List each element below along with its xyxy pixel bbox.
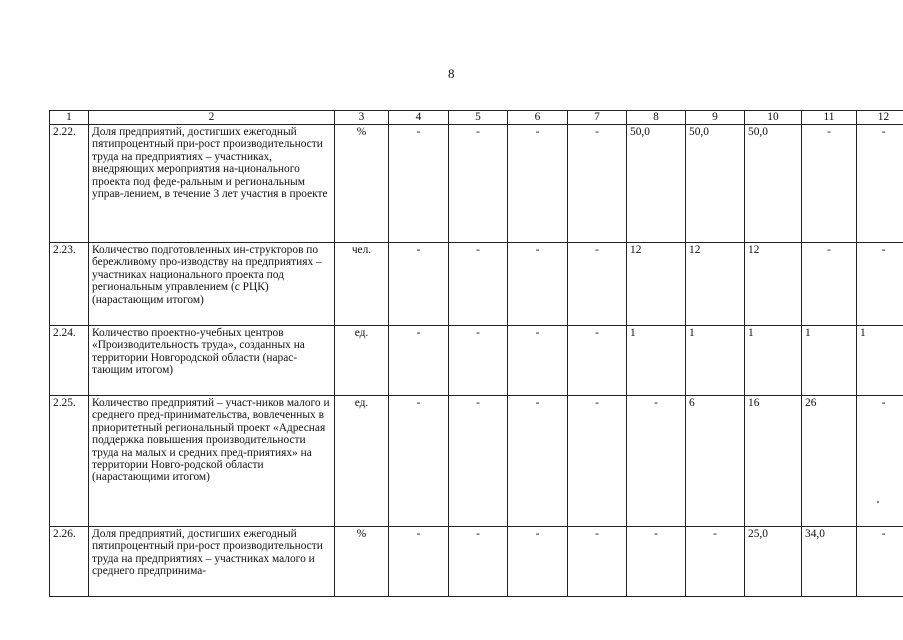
value-cell: 12 — [686, 243, 745, 326]
value-cell: - — [389, 125, 449, 243]
indicators-table — [49, 110, 903, 597]
value-cell: - — [627, 527, 686, 597]
column-header: 4 — [389, 111, 449, 125]
value-cell: 12 — [745, 243, 802, 326]
value-cell: - — [449, 326, 508, 396]
value-cell: - — [389, 527, 449, 597]
value-cell: 26 — [802, 396, 857, 527]
value-cell: - — [568, 326, 627, 396]
value-cell: 1 — [627, 326, 686, 396]
page-number: 8 — [448, 66, 455, 81]
row-number: 2.24. — [50, 326, 89, 396]
table-row — [50, 125, 903, 243]
value-cell: - — [449, 527, 508, 597]
row-number: 2.26. — [50, 527, 89, 597]
indicator-name: Количество предприятий – участ-ников малого и среднего пред-принимательства, вовлеченных в приоритетный региональный проект «Адресная поддержка повышения производительности труда на малых и средних пред-приятиях» на территории Новго-родской области (нарастающими итогом) — [89, 396, 335, 527]
table-row — [50, 326, 903, 396]
value-cell: - — [389, 326, 449, 396]
value-cell: - — [857, 527, 903, 597]
row-number: 2.25. — [50, 396, 89, 527]
value-cell: - — [508, 125, 568, 243]
value-cell: - — [568, 243, 627, 326]
value-cell: 50,0 — [686, 125, 745, 243]
value-cell: 50,0 — [627, 125, 686, 243]
value-cell: - — [508, 243, 568, 326]
unit-cell: ед. — [335, 326, 389, 396]
unit-cell: чел. — [335, 243, 389, 326]
unit-cell: % — [335, 125, 389, 243]
value-cell: - — [449, 243, 508, 326]
column-header: 9 — [686, 111, 745, 125]
column-header: 7 — [568, 111, 627, 125]
column-header: 11 — [802, 111, 857, 125]
column-header: 1 — [50, 111, 89, 125]
indicator-name: Доля предприятий, достигших ежегодный пятипроцентный при-рост производительности труда на предприятиях – участниках, внедряющих мероприятия на-ционального проекта под феде-ральным и региональным управ-лением, в течение 3 лет участия в проекте — [89, 125, 335, 243]
value-cell: 25,0 — [745, 527, 802, 597]
unit-cell: ед. — [335, 396, 389, 527]
column-header: 2 — [89, 111, 335, 125]
value-cell: 16 — [745, 396, 802, 527]
value-cell: 6 — [686, 396, 745, 527]
value-cell: 1 — [686, 326, 745, 396]
column-header: 5 — [449, 111, 508, 125]
table-row — [50, 527, 903, 597]
value-cell: 1 — [802, 326, 857, 396]
value-cell: 12 — [627, 243, 686, 326]
value-cell: - — [627, 396, 686, 527]
column-header: 12 — [857, 111, 903, 125]
column-header: 10 — [745, 111, 802, 125]
value-cell: 1 — [857, 326, 903, 396]
row-number: 2.23. — [50, 243, 89, 326]
value-cell: - — [857, 125, 903, 243]
column-header: 3 — [335, 111, 389, 125]
row-number: 2.22. — [50, 125, 89, 243]
table-row — [50, 396, 903, 527]
unit-cell: % — [335, 527, 389, 597]
header-row — [50, 111, 903, 125]
indicator-name: Доля предприятий, достигших ежегодный пятипроцентный при-рост производительности труда на предприятиях – участниках малого и среднего предпринима- — [89, 527, 335, 597]
value-cell: - — [857, 396, 903, 527]
value-cell: - — [802, 243, 857, 326]
value-cell: - — [568, 527, 627, 597]
value-cell: 1 — [745, 326, 802, 396]
indicator-name: Количество проектно-учебных центров «Производительность труда», созданных на территории Новгородской области (нарас-тающим итогом) — [89, 326, 335, 396]
indicator-name: Количество подготовленных ин-структоров по бережливому про-изводству на предприятиях – участниках национального проекта под региональным управлением (с РЦК) (нарастающим итогом) — [89, 243, 335, 326]
value-cell: - — [686, 527, 745, 597]
value-cell: - — [449, 125, 508, 243]
value-cell: - — [389, 396, 449, 527]
value-cell: - — [568, 396, 627, 527]
value-cell: - — [449, 396, 508, 527]
value-cell: - — [802, 125, 857, 243]
value-cell: - — [389, 243, 449, 326]
value-cell: - — [857, 243, 903, 326]
column-header: 8 — [627, 111, 686, 125]
table-row — [50, 243, 903, 326]
value-cell: - — [508, 326, 568, 396]
value-cell: - — [568, 125, 627, 243]
value-cell: - — [508, 396, 568, 527]
column-header: 6 — [508, 111, 568, 125]
value-cell: 50,0 — [745, 125, 802, 243]
scan-speck — [877, 501, 879, 503]
value-cell: - — [508, 527, 568, 597]
value-cell: 34,0 — [802, 527, 857, 597]
